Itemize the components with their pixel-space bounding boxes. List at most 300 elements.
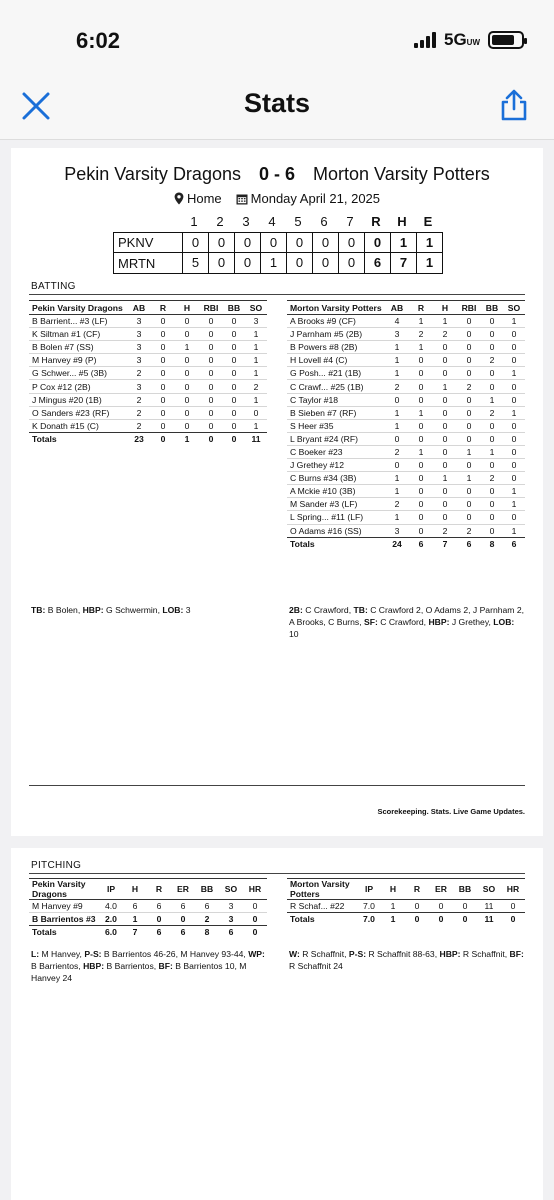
total-cell: 24	[385, 537, 409, 550]
stat-cell: 0	[223, 406, 245, 419]
footer-tagline: Scorekeeping. Stats. Live Game Updates.	[377, 807, 525, 816]
stat-cell: 0	[503, 393, 525, 406]
pitching-notes-home: L: M Hanvey, P-S: B Barrientos 46-26, M Hanvey 93-44, WP: B Barrientos, HBP: B Barrientos, BF: B Barrientos 10, M Hanvey 24	[31, 949, 265, 983]
total-cell: 0	[429, 913, 453, 926]
stat-cell: 0	[457, 328, 481, 341]
player-name: C Burns #34 (3B)	[287, 472, 385, 485]
stat-cell: 3	[385, 328, 409, 341]
stat-cell: 1	[245, 367, 267, 380]
stat-cell: 1	[385, 367, 409, 380]
table-header-row	[29, 879, 267, 900]
stat-cell: 1	[385, 341, 409, 354]
total-cell: 6	[171, 926, 195, 939]
stat-cell: 0	[199, 380, 223, 393]
stat-cell: 1	[385, 419, 409, 432]
stat-cell: 2	[433, 328, 457, 341]
stat-cell: 3	[127, 380, 151, 393]
stat-cell: 0	[429, 900, 453, 913]
stat-cell: 3	[127, 328, 151, 341]
stat-cell: 0	[243, 913, 267, 926]
errors-header: E	[423, 214, 433, 229]
player-name: L Spring... #11 (LF)	[287, 511, 385, 524]
stat-cell: 0	[503, 354, 525, 367]
inning-5-header: 5	[294, 214, 302, 229]
stat-column-header: BB	[481, 301, 503, 315]
stat-cell: 0	[223, 341, 245, 354]
stat-cell: 0	[199, 341, 223, 354]
stat-cell: 0	[481, 459, 503, 472]
player-name: R Schaf... #22	[287, 900, 357, 913]
stat-cell: 0	[151, 367, 175, 380]
player-name: A Brooks #9 (CF)	[287, 315, 385, 328]
stat-cell: 0	[409, 432, 433, 445]
table-row	[287, 432, 525, 445]
stat-cell: 1	[481, 445, 503, 458]
stat-cell: 0	[199, 367, 223, 380]
player-name: G Posh... #21 (1B)	[287, 367, 385, 380]
page-title: Stats	[243, 88, 311, 118]
game-meta	[11, 191, 543, 206]
linescore-row-away	[114, 253, 442, 273]
stat-cell: 0	[223, 315, 245, 328]
game-location: Home	[186, 191, 222, 206]
total-cell: 8	[481, 537, 503, 550]
stat-column-header: BB	[453, 879, 477, 900]
stat-cell: 0	[409, 511, 433, 524]
total-cell: 11	[477, 913, 501, 926]
stat-cell: 0	[503, 459, 525, 472]
total-cell: 6	[503, 537, 525, 550]
stat-cell: 4	[385, 315, 409, 328]
stat-column-header: SO	[477, 879, 501, 900]
player-name: B Barrient... #3 (LF)	[29, 315, 127, 328]
stat-cell: 1	[481, 393, 503, 406]
stat-cell: 0	[151, 341, 175, 354]
stat-cell: 0	[433, 485, 457, 498]
table-row	[287, 524, 525, 537]
stat-cell: 1	[381, 900, 405, 913]
total-cell: 0	[199, 432, 223, 445]
stat-cell: 0	[199, 354, 223, 367]
table-row	[287, 419, 525, 432]
player-name: C Crawf... #25 (1B)	[287, 380, 385, 393]
stat-cell: 0	[151, 419, 175, 432]
stat-cell: 0	[503, 328, 525, 341]
stat-cell: 1	[503, 315, 525, 328]
stat-cell: 11	[477, 900, 501, 913]
table-row	[287, 472, 525, 485]
stat-cell: 2	[127, 367, 151, 380]
stat-cell: 0	[175, 380, 199, 393]
total-cell: 1	[381, 913, 405, 926]
stat-column-header: H	[175, 301, 199, 315]
table-row	[29, 328, 267, 341]
table-row	[29, 419, 267, 432]
linescore-cell: 0	[338, 233, 364, 253]
stat-cell: 0	[457, 459, 481, 472]
stat-cell: 0	[151, 406, 175, 419]
table-row	[29, 341, 267, 354]
stat-cell: 0	[481, 498, 503, 511]
table-row	[29, 315, 267, 328]
stat-cell: 3	[127, 315, 151, 328]
stat-cell: 1	[123, 913, 147, 926]
stat-cell: 0	[501, 900, 525, 913]
game-date: Monday April 21, 2025	[250, 191, 381, 206]
divider	[29, 294, 525, 295]
stat-cell: 0	[433, 367, 457, 380]
total-cell: 6	[219, 926, 243, 939]
stat-cell: 0	[151, 380, 175, 393]
stat-cell: 0	[503, 380, 525, 393]
stat-cell: 0	[151, 354, 175, 367]
stat-cell: 1	[433, 472, 457, 485]
stat-cell: 1	[385, 485, 409, 498]
table-row	[287, 354, 525, 367]
stat-cell: 0	[481, 328, 503, 341]
stat-cell: 0	[457, 419, 481, 432]
linescore-body	[113, 232, 443, 274]
inning-1-header: 1	[190, 214, 198, 229]
stat-cell: 0	[223, 380, 245, 393]
player-name: M Sander #3 (LF)	[287, 498, 385, 511]
stat-cell: 1	[433, 380, 457, 393]
stat-cell: 0	[175, 328, 199, 341]
table-row	[29, 406, 267, 419]
stat-cell: 0	[503, 432, 525, 445]
stat-cell: 1	[385, 406, 409, 419]
table-row	[287, 445, 525, 458]
home-team-name: Pekin Varsity Dragons	[64, 164, 241, 184]
player-name: B Bolen #7 (SS)	[29, 341, 127, 354]
player-name: G Schwer... #5 (3B)	[29, 367, 127, 380]
batting-notes-home: TB: B Bolen, HBP: G Schwermin, LOB: 3	[31, 605, 191, 615]
inning-7-header: 7	[346, 214, 354, 229]
stat-cell: 2	[385, 380, 409, 393]
stat-column-header: ER	[429, 879, 453, 900]
stat-cell: 2	[409, 328, 433, 341]
total-cell: 0	[453, 913, 477, 926]
totals-row	[29, 926, 267, 939]
table-row	[287, 315, 525, 328]
stat-cell: 2	[127, 406, 151, 419]
stat-column-header: HR	[501, 879, 525, 900]
stat-cell: 0	[409, 380, 433, 393]
stat-cell: 0	[243, 900, 267, 913]
stat-cell: 0	[175, 419, 199, 432]
stat-cell: 0	[457, 498, 481, 511]
stat-cell: 0	[151, 315, 175, 328]
totals-label: Totals	[287, 537, 385, 550]
table-row	[287, 367, 525, 380]
stat-cell: 2	[127, 419, 151, 432]
stat-cell: 0	[175, 367, 199, 380]
stat-cell: 1	[409, 406, 433, 419]
stat-cell: 0	[457, 485, 481, 498]
stat-cell: 1	[503, 367, 525, 380]
stat-cell: 0	[409, 498, 433, 511]
stat-cell: 1	[409, 445, 433, 458]
stat-cell: 0	[481, 432, 503, 445]
pitching-table-away	[287, 878, 525, 926]
player-name: M Hanvey #9 (P)	[29, 354, 127, 367]
player-name: P Cox #12 (2B)	[29, 380, 127, 393]
batting-table-home	[29, 300, 267, 445]
stats-page-batting	[11, 148, 543, 836]
stat-cell: 1	[433, 315, 457, 328]
stat-cell: 0	[409, 419, 433, 432]
status-time: 6:02	[76, 28, 121, 53]
battery-icon	[488, 31, 524, 49]
stat-cell: 4.0	[99, 900, 123, 913]
stat-column-header: SO	[503, 301, 525, 315]
stat-cell: 0	[433, 445, 457, 458]
totals-row	[29, 432, 267, 445]
share-icon	[498, 88, 530, 122]
divider	[29, 873, 525, 874]
total-cell: 6	[409, 537, 433, 550]
share-button[interactable]	[498, 88, 530, 122]
stat-cell: 0	[503, 341, 525, 354]
total-cell: 1	[175, 432, 199, 445]
nav-bar	[0, 70, 554, 140]
stat-column-header: H	[381, 879, 405, 900]
batting-table-away	[287, 300, 525, 550]
stat-cell: 0	[223, 393, 245, 406]
stat-column-header: BB	[223, 301, 245, 315]
linescore-cell: 0	[286, 253, 312, 273]
away-team-name: Morton Varsity Potters	[313, 164, 490, 184]
total-cell: 23	[127, 432, 151, 445]
linescore-header	[113, 212, 443, 232]
stat-column-header: R	[405, 879, 429, 900]
stat-cell: 0	[175, 315, 199, 328]
inning-3-header: 3	[242, 214, 250, 229]
stat-cell: 1	[503, 524, 525, 537]
total-cell: 0	[151, 432, 175, 445]
stat-cell: 0	[385, 459, 409, 472]
player-name: B Powers #8 (2B)	[287, 341, 385, 354]
player-name: O Adams #16 (SS)	[287, 524, 385, 537]
batting-section-title: BATTING	[31, 281, 76, 292]
table-row	[287, 485, 525, 498]
stat-cell: 0	[409, 485, 433, 498]
stat-cell: 0	[453, 900, 477, 913]
stat-cell: 3	[219, 913, 243, 926]
linescore-cell: 0	[208, 253, 234, 273]
table-row	[29, 913, 267, 926]
linescore-cell: 1	[260, 253, 286, 273]
matchup-header	[11, 164, 543, 185]
status-indicators	[414, 30, 524, 50]
stat-cell: 0	[433, 511, 457, 524]
linescore-cell: 0	[234, 253, 260, 273]
player-name: M Hanvey #9	[29, 900, 99, 913]
linescore-cell: 0	[364, 233, 390, 253]
total-cell: 0	[243, 926, 267, 939]
stat-cell: 0	[223, 354, 245, 367]
total-cell: 6.0	[99, 926, 123, 939]
stat-cell: 2.0	[99, 913, 123, 926]
stat-cell: 2	[195, 913, 219, 926]
inning-4-header: 4	[268, 214, 276, 229]
linescore-cell: 0	[286, 233, 312, 253]
divider	[29, 785, 525, 786]
stat-column-header: AB	[127, 301, 151, 315]
player-name: J Mingus #20 (1B)	[29, 393, 127, 406]
totals-label: Totals	[29, 432, 127, 445]
table-row	[29, 354, 267, 367]
stat-cell: 0	[503, 419, 525, 432]
linescore-cell: 0	[312, 233, 338, 253]
stat-cell: 1	[503, 498, 525, 511]
linescore-cell: 1	[390, 233, 416, 253]
table-header-row	[29, 301, 267, 315]
totals-row	[287, 913, 525, 926]
table-row	[287, 511, 525, 524]
linescore-cell: 0	[338, 253, 364, 273]
stat-cell: 1	[245, 393, 267, 406]
linescore-team: MRTN	[118, 255, 156, 271]
stat-cell: 0	[409, 459, 433, 472]
stat-cell: 1	[385, 472, 409, 485]
stat-cell: 6	[195, 900, 219, 913]
table-header-row	[287, 879, 525, 900]
totals-label: Totals	[29, 926, 99, 939]
table-row	[287, 498, 525, 511]
stat-column-header: SO	[219, 879, 243, 900]
total-cell: 7	[123, 926, 147, 939]
player-name: K Donath #15 (C)	[29, 419, 127, 432]
table-header-row	[287, 301, 525, 315]
table-row	[287, 459, 525, 472]
linescore-cell: 1	[416, 253, 442, 273]
stat-cell: 1	[245, 354, 267, 367]
stat-cell: 2	[127, 393, 151, 406]
stat-cell: 1	[245, 419, 267, 432]
network-label: 5GUW	[443, 30, 480, 49]
stat-cell: 3	[127, 341, 151, 354]
linescore-cell: 0	[312, 253, 338, 273]
stat-cell: 0	[433, 406, 457, 419]
stat-cell: 0	[433, 341, 457, 354]
stat-cell: 0	[199, 419, 223, 432]
stat-cell: 0	[457, 432, 481, 445]
inning-6-header: 6	[320, 214, 328, 229]
stat-column-header: BB	[195, 879, 219, 900]
pitching-section-title: PITCHING	[31, 860, 82, 871]
stat-cell: 2	[385, 498, 409, 511]
stat-cell: 0	[481, 511, 503, 524]
table-row	[287, 900, 525, 913]
stat-column-header: HR	[243, 879, 267, 900]
batting-notes-away: 2B: C Crawford, TB: C Crawford 2, O Adams 2, J Parnham 2, A Brooks, C Burns, SF: C Crawford, HBP: J Grethey, LOB: 10	[289, 605, 524, 639]
team-column-header: Pekin Varsity Dragons	[29, 301, 127, 315]
stat-cell: 0	[175, 393, 199, 406]
stat-cell: 3	[127, 354, 151, 367]
stat-column-header: IP	[99, 879, 123, 900]
stat-cell: 0	[175, 406, 199, 419]
stat-column-header: SO	[245, 301, 267, 315]
stat-cell: 0	[409, 524, 433, 537]
totals-row	[287, 537, 525, 550]
stat-cell: 0	[175, 354, 199, 367]
stat-cell: 6	[171, 900, 195, 913]
stat-cell: 0	[433, 419, 457, 432]
stat-cell: 0	[503, 511, 525, 524]
inning-2-header: 2	[216, 214, 224, 229]
stat-cell: 2	[385, 445, 409, 458]
table-row	[287, 393, 525, 406]
stat-cell: 1	[385, 511, 409, 524]
total-cell: 7	[433, 537, 457, 550]
stat-cell: 0	[223, 367, 245, 380]
stat-cell: 0	[433, 459, 457, 472]
stat-cell: 7.0	[357, 900, 381, 913]
stat-cell: 0	[409, 367, 433, 380]
linescore-cell: 0	[234, 233, 260, 253]
stat-cell: 1	[245, 328, 267, 341]
stat-cell: 0	[409, 354, 433, 367]
stat-column-header: H	[433, 301, 457, 315]
stat-cell: 0	[457, 341, 481, 354]
stat-column-header: ER	[171, 879, 195, 900]
player-name: C Boeker #23	[287, 445, 385, 458]
stat-cell: 1	[503, 406, 525, 419]
total-cell: 0	[223, 432, 245, 445]
game-score: 0 - 6	[258, 164, 296, 184]
linescore-row-home	[114, 233, 442, 253]
table-row	[29, 367, 267, 380]
stat-cell: 0	[199, 328, 223, 341]
table-row	[29, 900, 267, 913]
stat-column-header: IP	[357, 879, 381, 900]
player-name: O Sanders #23 (RF)	[29, 406, 127, 419]
linescore-cell: 6	[364, 253, 390, 273]
total-cell: 11	[245, 432, 267, 445]
table-row	[29, 380, 267, 393]
player-name: C Taylor #18	[287, 393, 385, 406]
total-cell: 0	[501, 913, 525, 926]
stat-cell: 1	[409, 341, 433, 354]
stat-column-header: H	[123, 879, 147, 900]
stat-cell: 0	[433, 354, 457, 367]
stat-cell: 0	[457, 511, 481, 524]
status-bar	[0, 0, 554, 70]
linescore-cell: 0	[208, 233, 234, 253]
total-cell: 7.0	[357, 913, 381, 926]
player-name: H Lovell #4 (C)	[287, 354, 385, 367]
stat-cell: 0	[457, 406, 481, 419]
stat-column-header: R	[409, 301, 433, 315]
pitching-notes-away: W: R Schaffnit, P-S: R Schaffnit 88-63, HBP: R Schaffnit, BF: R Schaffnit 24	[289, 949, 524, 971]
player-name: B Sieben #7 (RF)	[287, 406, 385, 419]
table-row	[29, 393, 267, 406]
stat-cell: 0	[223, 419, 245, 432]
stat-column-header: RBI	[199, 301, 223, 315]
calendar-icon	[236, 193, 248, 205]
table-row	[287, 406, 525, 419]
stat-cell: 1	[245, 341, 267, 354]
pitching-table-home	[29, 878, 267, 939]
stat-cell: 0	[481, 367, 503, 380]
team-column-header: Morton Varsity Potters	[287, 301, 385, 315]
table-row	[287, 328, 525, 341]
stat-cell: 0	[223, 328, 245, 341]
stat-cell: 1	[409, 315, 433, 328]
stat-cell: 0	[481, 485, 503, 498]
signal-icon	[414, 32, 436, 48]
